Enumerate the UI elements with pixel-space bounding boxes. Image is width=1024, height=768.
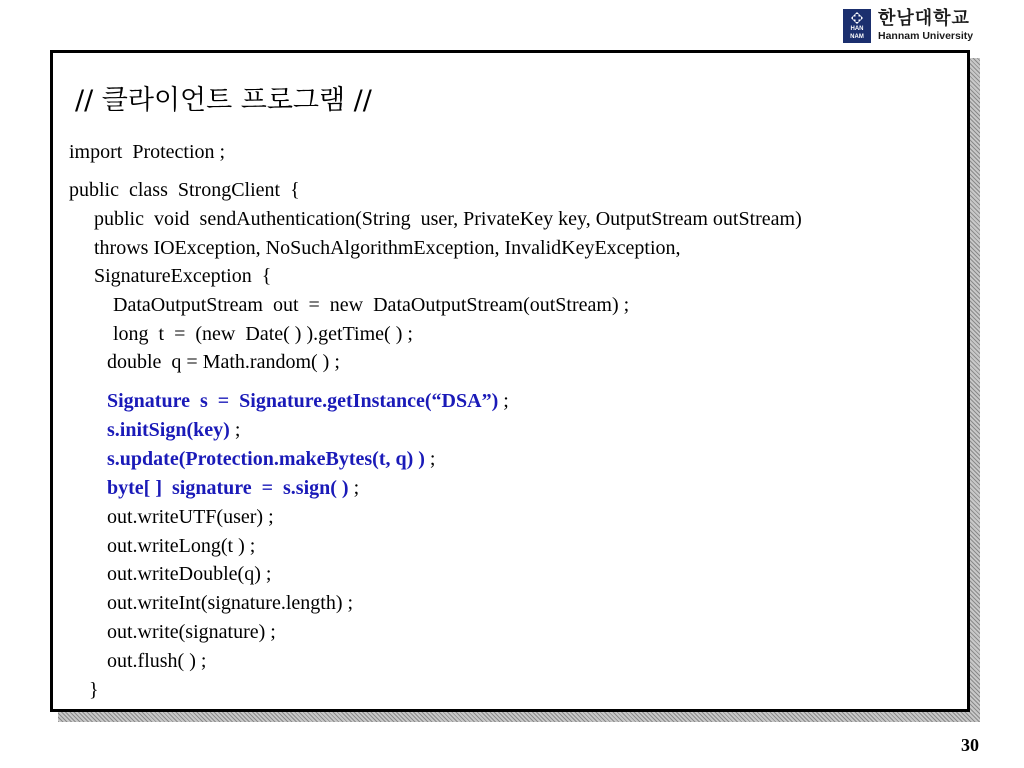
code-line: out.writeLong(t ) ;	[107, 535, 256, 557]
code-line	[107, 391, 509, 411]
university-name-english: Hannam University	[878, 30, 974, 43]
code-line: out.writeInt(signature.length) ;	[107, 592, 354, 614]
code-line	[107, 478, 359, 498]
highlighted-code: byte[ ] signature = s.sign( )	[107, 477, 349, 499]
code-line: out.write(signature) ;	[107, 621, 276, 643]
code-line	[107, 449, 435, 469]
page-number: 30	[961, 735, 979, 755]
code-line: double q = Math.random( ) ;	[107, 351, 340, 373]
slide-title: // 클라이언트 프로그램 //	[75, 85, 372, 116]
code-line: throws IOException, NoSuchAlgorithmException, InvalidKeyException,	[94, 237, 681, 259]
code-line	[107, 420, 240, 440]
university-name-korean: 한남대학교	[878, 8, 970, 30]
code-suffix: ;	[498, 390, 509, 412]
code-line: public void sendAuthentication(String user, PrivateKey key, OutputStream outStream)	[94, 208, 802, 230]
university-logo	[843, 8, 973, 44]
code-line: DataOutputStream out = new DataOutputStream(outStream) ;	[113, 294, 630, 316]
code-suffix: ;	[348, 477, 360, 499]
emblem-text-top: HAN	[850, 26, 864, 32]
code-line: import Protection ;	[69, 141, 226, 163]
highlighted-code: s.update(Protection.makeBytes(t, q) )	[107, 448, 425, 470]
code-line: }	[89, 679, 99, 701]
code-line: out.flush( ) ;	[107, 650, 207, 672]
code-line: long t = (new Date( ) ).getTime( ) ;	[113, 323, 413, 345]
code-line: SignatureException {	[94, 265, 272, 287]
code-suffix: ;	[229, 419, 241, 441]
highlighted-code: Signature s = Signature.getInstance(“DSA”)	[107, 390, 499, 412]
emblem-text-bottom: NAM	[850, 34, 864, 40]
hannam-emblem-icon	[843, 9, 871, 43]
code-line: out.writeDouble(q) ;	[107, 563, 272, 585]
highlighted-code: s.initSign(key)	[107, 419, 230, 441]
code-line: public class StrongClient {	[69, 179, 300, 201]
code-suffix: ;	[424, 448, 436, 470]
code-line: out.writeUTF(user) ;	[107, 506, 274, 528]
